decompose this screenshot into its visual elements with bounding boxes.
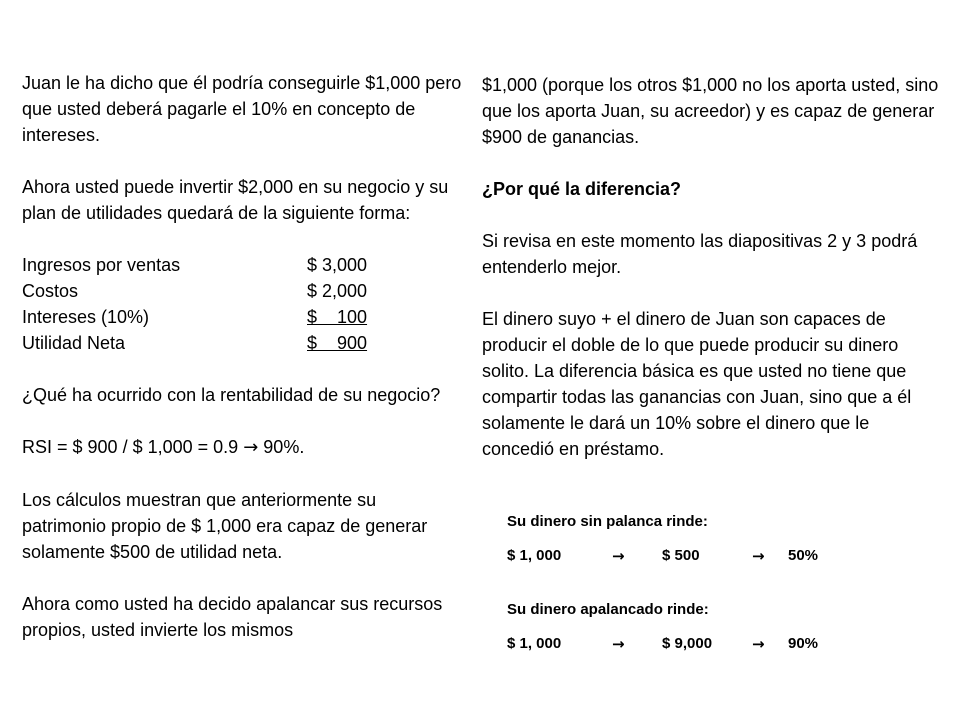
income-label: Intereses (10%) [22, 307, 150, 327]
calculation-paragraph: Los cálculos muestran que anteriormente su patrimonio propio de $ 1,000 era capaz de generar solamente $500 de utilidad neta. [22, 490, 428, 562]
arrow-right-icon: → [612, 547, 625, 565]
left-column [22, 70, 462, 643]
income-row-net [22, 330, 462, 356]
intro-paragraph: Juan le ha dicho que él podría conseguirle $1,000 pero que usted deberá pagarle el 10% en concepto de intereses. [22, 73, 462, 145]
income-row-sales [22, 252, 462, 278]
unlevered-summary [507, 512, 838, 568]
income-value: $ 100 [307, 307, 368, 327]
investment-paragraph: Ahora usted puede invertir $2,000 en su negocio y su plan de utilidades quedará de la siguiente forma: [22, 177, 449, 223]
rsi-result: 90%. [263, 437, 305, 457]
income-value: $ 900 [307, 333, 368, 353]
income-row-interest [22, 304, 462, 330]
capital-value: $ 1, 000 [507, 635, 562, 652]
income-label: Ingresos por ventas [22, 255, 181, 275]
profit-value: $ 9,000 [662, 635, 713, 652]
capital-value: $ 1, 000 [507, 547, 562, 564]
income-value: $ 2,000 [307, 281, 368, 301]
income-value: $ 3,000 [307, 255, 368, 275]
income-label: Utilidad Neta [22, 333, 126, 353]
levered-summary [507, 600, 838, 656]
rsi-formula [22, 434, 462, 461]
difference-question: ¿Por qué la diferencia? [482, 179, 682, 199]
leverage-paragraph: Ahora como usted ha decido apalancar sus recursos propios, usted invierte los mismos [22, 594, 443, 640]
rate-value: 50% [788, 547, 819, 564]
income-label: Costos [22, 281, 79, 301]
right-column [482, 72, 942, 462]
question-paragraph: ¿Qué ha ocurrido con la rentabilidad de su negocio? [22, 385, 441, 405]
levered-title: Su dinero apalancado rinde: [507, 601, 709, 618]
explanation-paragraph: El dinero suyo + el dinero de Juan son capaces de producir el doble de lo que puede producir su dinero solito. La diferencia básica es que usted no tiene que compartir todas las ganancias con Juan, sino que a él solamente le dará un 10% sobre el dinero que le concedió en préstamo. [482, 309, 912, 459]
levered-row [507, 634, 838, 656]
slides-paragraph: Si revisa en este momento las diapositivas 2 y 3 podrá entenderlo mejor. [482, 231, 918, 277]
arrow-right-icon: → [243, 437, 259, 458]
rsi-text: RSI = $ 900 / $ 1,000 = 0.9 [22, 437, 239, 457]
unlevered-title: Su dinero sin palanca rinde: [507, 513, 708, 530]
profit-value: $ 500 [662, 547, 700, 564]
continuation-paragraph: $1,000 (porque los otros $1,000 no los aporta usted, sino que los aporta Juan, su acreedor) y es capaz de generar $900 de ganancias. [482, 75, 939, 147]
arrow-right-icon: → [752, 547, 765, 565]
unlevered-row [507, 546, 838, 568]
arrow-right-icon: → [612, 635, 625, 653]
income-statement [22, 252, 462, 356]
rate-value: 90% [788, 635, 819, 652]
income-row-costs [22, 278, 462, 304]
arrow-right-icon: → [752, 635, 765, 653]
